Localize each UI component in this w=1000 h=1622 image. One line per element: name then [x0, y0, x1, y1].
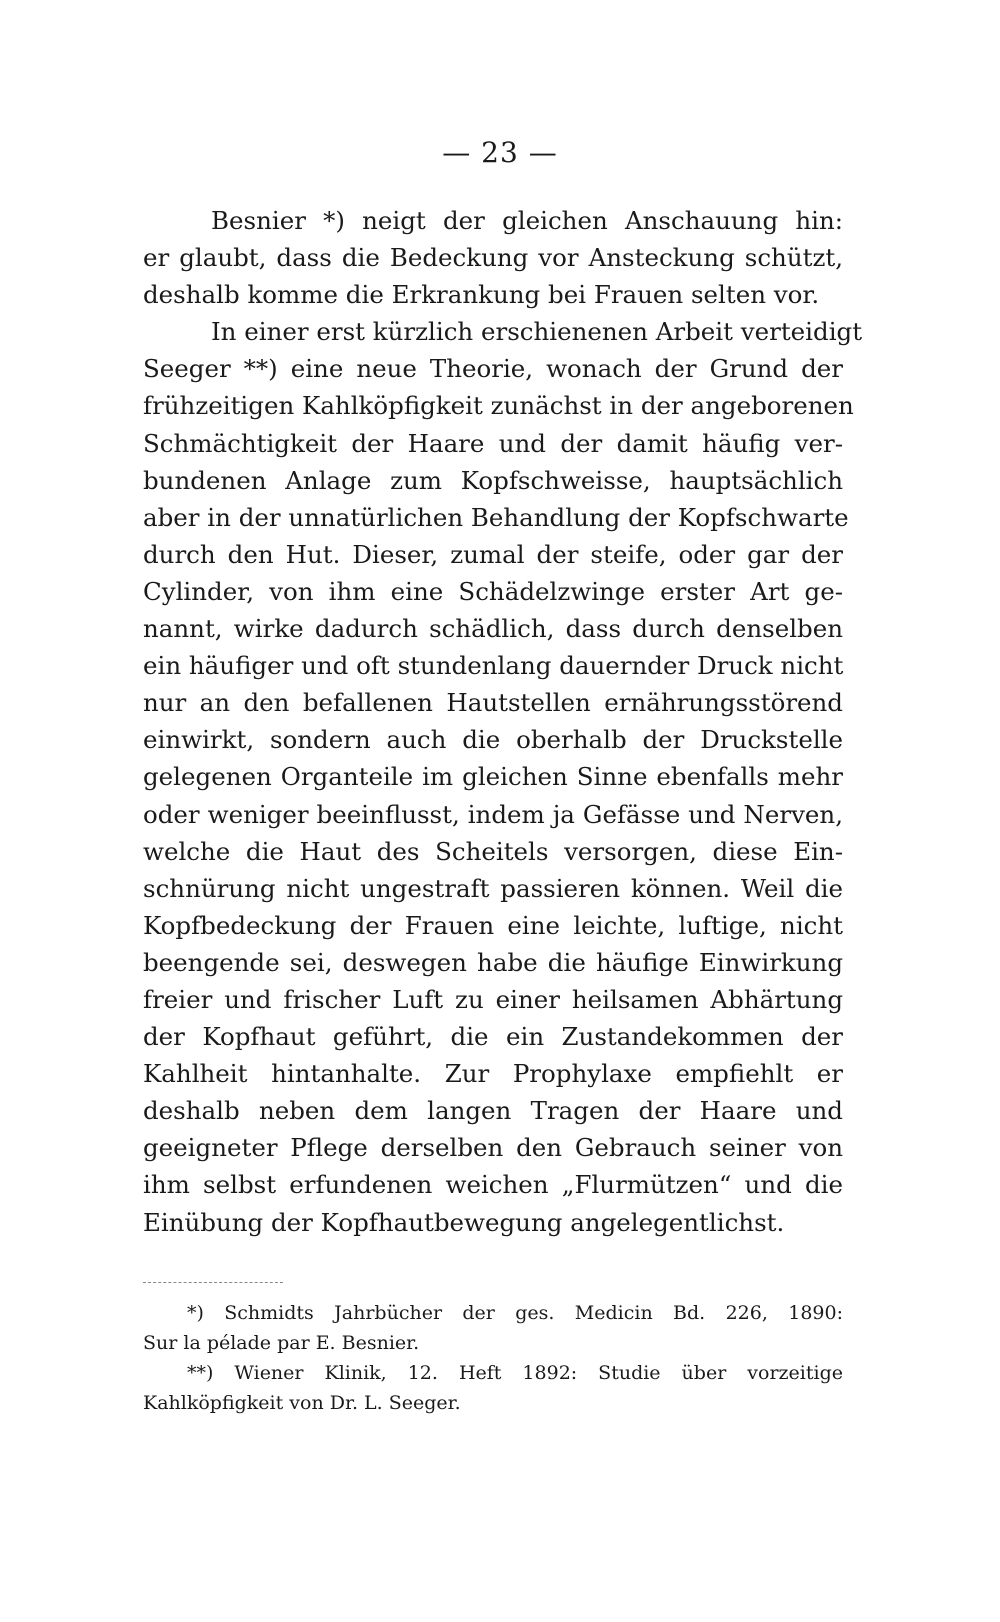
- text-line: einwirkt, sondern auch die oberhalb der Druckstelle: [143, 725, 843, 755]
- footnote-line: Sur la pélade par E. Besnier.: [143, 1332, 420, 1354]
- page-number: — 23 —: [442, 136, 558, 169]
- text-line: er glaubt, dass die Bedeckung vor Ansteckung schützt,: [143, 243, 843, 273]
- text-line: gelegenen Organteile im gleichen Sinne ebenfalls mehr: [143, 762, 843, 792]
- text-line: nannt, wirke dadurch schädlich, dass durch denselben: [143, 614, 843, 644]
- text-line: der Kopfhaut geführt, die ein Zustandekommen der: [143, 1022, 843, 1052]
- text-line: deshalb komme die Erkrankung bei Frauen selten vor.: [143, 280, 820, 310]
- footnote-line: **) Wiener Klinik, 12. Heft 1892: Studie über vorzeitige: [187, 1362, 843, 1384]
- text-line: nur an den befallenen Hautstellen ernährungsstörend: [143, 688, 843, 718]
- text-line: Einübung der Kopfhautbewegung angelegentlichst.: [143, 1207, 785, 1237]
- text-line: beengende sei, deswegen habe die häufige Einwirkung: [143, 947, 843, 977]
- text-line: Besnier *) neigt der gleichen Anschauung hin:: [211, 206, 843, 235]
- text-line: bundenen Anlage zum Kopfschweisse, hauptsächlich: [143, 465, 843, 495]
- body-paragraphs: [143, 202, 863, 1241]
- text-line: ein häufiger und oft stundenlang dauernder Druck nicht: [143, 651, 844, 681]
- text-line: durch den Hut. Dieser, zumal der steife, oder gar der: [143, 539, 843, 569]
- footnote-line: Kahlköpfigkeit von Dr. L. Seeger.: [143, 1392, 461, 1414]
- footnotes: [143, 1298, 843, 1418]
- text-line: welche die Haut des Scheitels versorgen, diese Ein-: [143, 836, 843, 866]
- text-line: geeigneter Pflege derselben den Gebrauch seiner von: [143, 1133, 843, 1163]
- text-line: Kahlheit hintanhalte. Zur Prophylaxe empfiehlt er: [143, 1059, 843, 1089]
- text-line: Seeger **) eine neue Theorie, wonach der Grund der: [143, 354, 843, 384]
- footnote-line: *) Schmidts Jahrbücher der ges. Medicin Bd. 226, 1890:: [187, 1302, 843, 1324]
- footnote-separator: [143, 1282, 283, 1283]
- text-line: aber in der unnatürlichen Behandlung der Kopfschwarte: [143, 502, 849, 532]
- text-line: schnürung nicht ungestraft passieren können. Weil die: [143, 873, 843, 903]
- text-line: Cylinder, von ihm eine Schädelzwinge erster Art ge-: [143, 576, 843, 606]
- text-line: deshalb neben dem langen Tragen der Haare und: [143, 1096, 843, 1126]
- text-line: Schmächtigkeit der Haare und der damit häufig ver-: [143, 428, 843, 458]
- text-line: ihm selbst erfundenen weichen „Flurmützen“ und die: [143, 1170, 843, 1200]
- text-line: freier und frischer Luft zu einer heilsamen Abhärtung: [143, 984, 843, 1014]
- text-line: oder weniger beeinflusst, indem ja Gefässe und Nerven,: [143, 799, 843, 829]
- text-line: frühzeitigen Kahlköpfigkeit zunächst in der angeborenen: [143, 391, 854, 421]
- text-line: In einer erst kürzlich erschienenen Arbeit verteidigt: [211, 317, 863, 347]
- text-line: Kopfbedeckung der Frauen eine leichte, luftige, nicht: [143, 910, 843, 940]
